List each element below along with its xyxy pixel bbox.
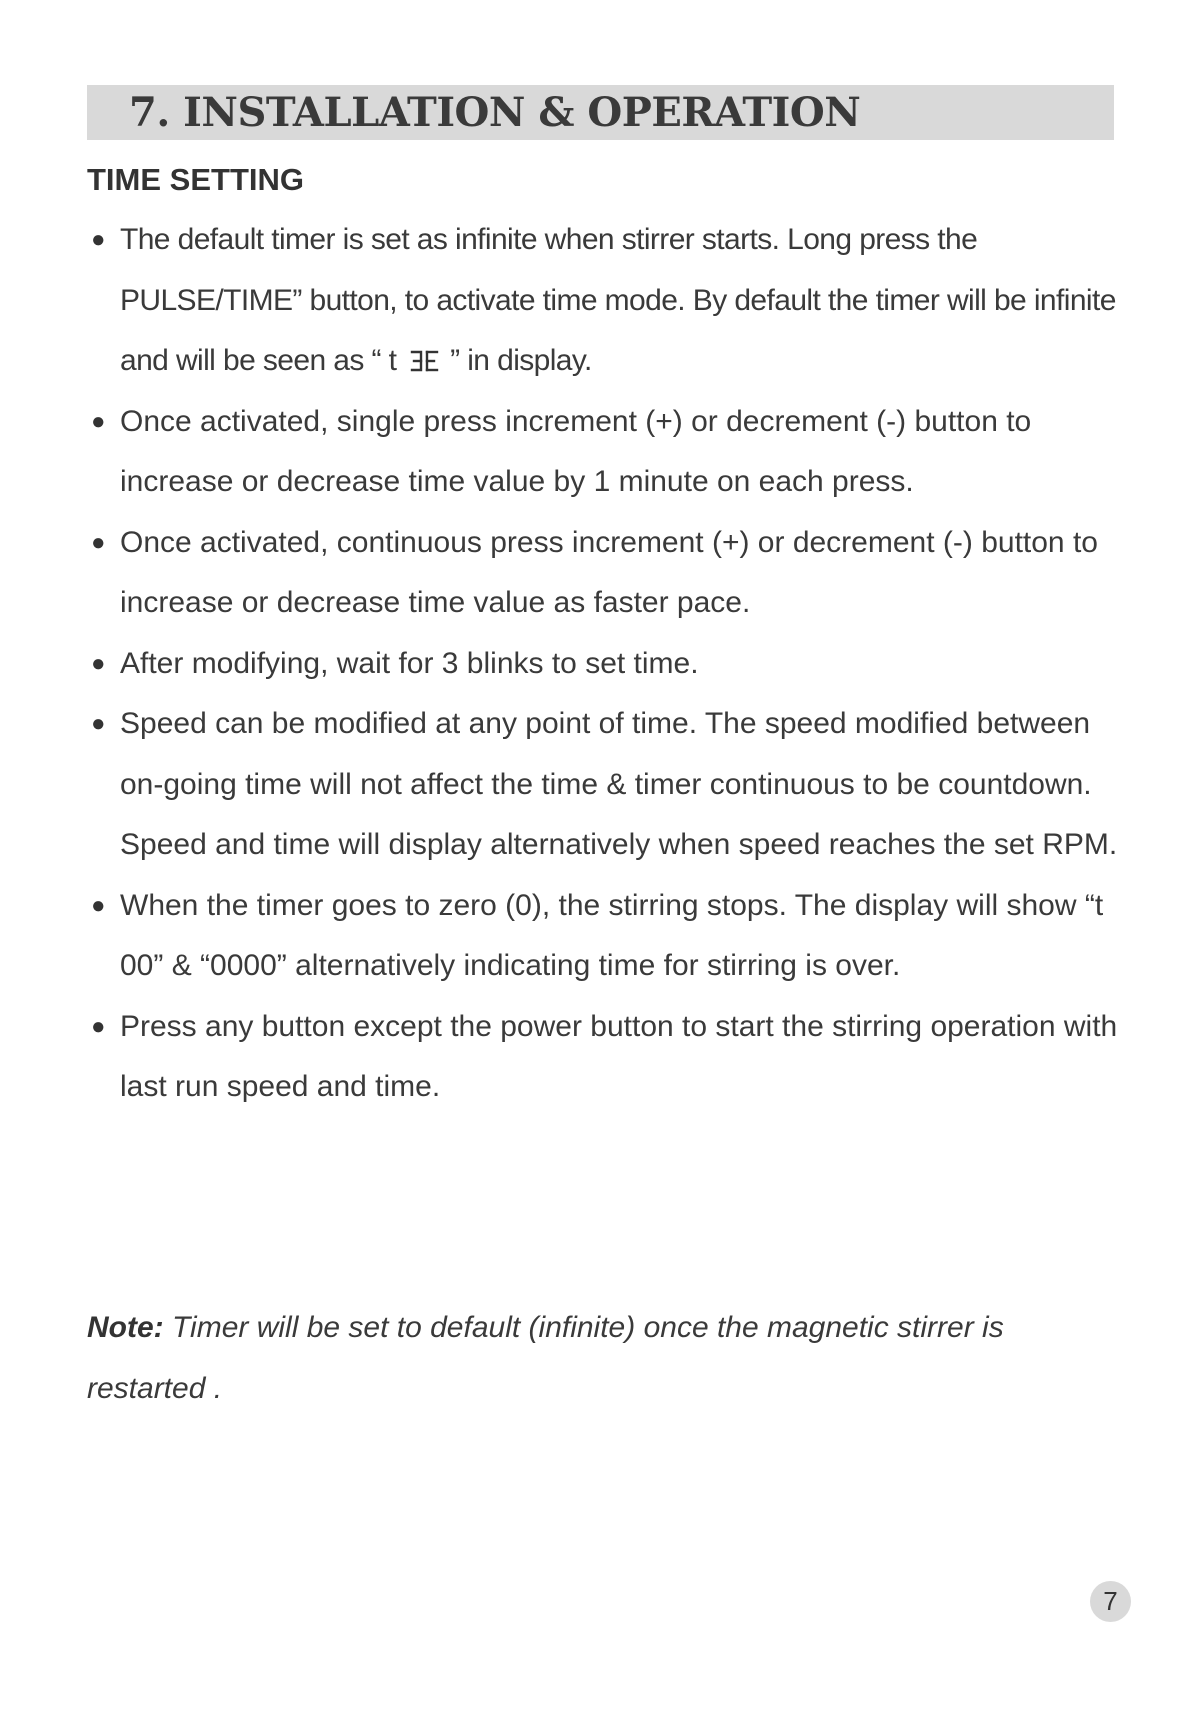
section-header-bar [87, 85, 1114, 140]
section-title: TIME SETTING [87, 162, 304, 197]
list-item [87, 997, 1127, 1118]
list-item [87, 876, 1127, 997]
list-item-text: ” in display. [442, 344, 592, 377]
list-item-text: Once activated, single press increment (+) or decrement (-) button to increase or decrease time value by 1 minute on each press. [120, 404, 1032, 498]
bullet-icon: ● [91, 891, 106, 919]
bullet-icon: ● [91, 649, 106, 677]
list-item [87, 513, 1127, 634]
list-item [87, 392, 1127, 513]
page-title: 7. INSTALLATION & OPERATION [129, 89, 861, 136]
note-paragraph [87, 1298, 1107, 1419]
bullet-icon: ● [91, 710, 106, 737]
bullet-icon: ● [91, 407, 106, 435]
list-item [87, 694, 1127, 876]
list-item-text: After modifying, wait for 3 blinks to set time. [120, 646, 699, 680]
instruction-list [87, 210, 1127, 1118]
list-item-text: The default timer is set as infinite when stirrer starts. Long press the PULSE/TIME” button, to activate time mode. By default the timer will be infinite and will be seen as “ t [120, 223, 1116, 377]
list-item-text: Press any button except the power button to start the stirring operation with last run speed and time. [120, 1009, 1118, 1103]
infinity-segment-icon [410, 350, 440, 372]
list-item [87, 634, 1127, 695]
note-label: Note: [87, 1311, 164, 1344]
bullet-icon: ● [91, 1012, 106, 1040]
bullet-icon: ● [91, 528, 106, 556]
list-item-text: Speed can be modified at any point of time. The speed modified between on-going time will not affect the time & timer continuous to be countdown. Speed and time will display alternatively when speed reaches the set RPM. [120, 707, 1118, 861]
list-item [87, 210, 1127, 392]
page-number: 7 [1090, 1581, 1131, 1622]
list-item-text: When the timer goes to zero (0), the stirring stops. The display will show “t 00” & “0000” alternatively indicating time for stirring is over. [120, 888, 1104, 982]
list-item-text: Once activated, continuous press increment (+) or decrement (-) button to increase or decrease time value as faster pace. [120, 525, 1098, 619]
note-text: Timer will be set to default (infinite) once the magnetic stirrer is restarted . [87, 1311, 1004, 1405]
bullet-icon: ● [91, 226, 105, 253]
